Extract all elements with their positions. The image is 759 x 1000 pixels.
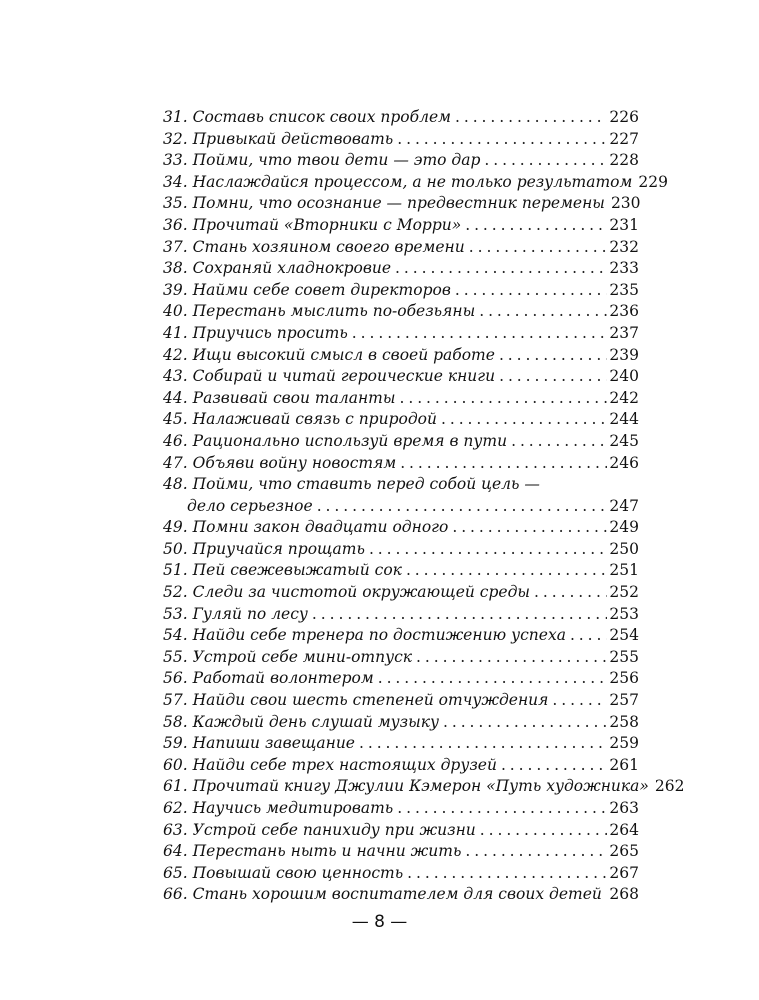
toc-entry-number: 32. (163, 129, 188, 148)
toc-entry (163, 129, 639, 151)
dot-leader (606, 884, 608, 906)
toc-entry (163, 474, 639, 517)
toc-entry-title: Наслаждайся процессом, а не только результатом (192, 172, 633, 191)
toc-entry (163, 863, 639, 885)
toc-entry-title: Налаживай связь с природой (192, 410, 437, 429)
dot-leader (511, 431, 607, 453)
dot-leader (455, 280, 608, 302)
toc-entry (163, 409, 639, 431)
dot-leader (399, 388, 607, 410)
toc-entry-number: 59. (163, 734, 188, 753)
toc-entry-number: 50. (163, 539, 188, 558)
dot-leader (499, 345, 607, 367)
toc-entry-title: Напиши завещание (192, 734, 355, 753)
toc-entry-page: 252 (609, 583, 639, 602)
toc-entry-number: 66. (163, 885, 188, 904)
dot-leader (452, 517, 607, 539)
toc-entry-title: Следи за чистотой окружающей среды (192, 583, 531, 602)
toc-entry (163, 453, 639, 475)
toc-entry-title: Приучись просить (192, 323, 348, 342)
dot-leader (397, 129, 607, 151)
toc-entry (163, 215, 639, 237)
toc-entry-number: 60. (163, 755, 188, 774)
toc-entry-title: Гуляй по лесу (192, 604, 308, 623)
toc-entry-page: 242 (609, 388, 639, 407)
toc-entry (163, 647, 639, 669)
dot-leader (441, 409, 607, 431)
toc-entry-page: 239 (609, 345, 639, 364)
toc-entry-title: Перестань мыслить по-обезьяны (192, 302, 476, 321)
toc-entry-number: 43. (163, 367, 188, 386)
toc-entry-page: 232 (609, 237, 639, 256)
toc-entry (163, 431, 639, 453)
toc-entry-title: Развивай свои таланты (192, 388, 396, 407)
toc-entry-title: Привыкай действовать (192, 129, 394, 148)
page-number: — 8 — (351, 912, 408, 932)
dot-leader (369, 539, 607, 561)
toc-entry-page: 265 (609, 842, 639, 861)
toc-entry-number: 48. (163, 475, 188, 494)
toc-entry-number: 53. (163, 604, 188, 623)
toc-entry (163, 193, 639, 215)
toc-entry-page: 235 (609, 280, 639, 299)
toc-entry-page: 229 (638, 172, 668, 191)
dot-leader (455, 107, 607, 129)
dot-leader (378, 668, 608, 690)
toc-entry-title: Найми себе совет директоров (192, 280, 451, 299)
toc-entry-number: 51. (163, 561, 188, 580)
toc-entry-number: 35. (163, 194, 188, 213)
toc-entry-title: Устрой себе панихиду при жизни (192, 820, 476, 839)
toc-entry (163, 776, 685, 798)
toc-entry-page: 249 (609, 518, 639, 537)
toc-entry-title: Собирай и читай героические книги (192, 367, 496, 386)
toc-entry (163, 733, 639, 755)
toc-entry-number: 47. (163, 453, 188, 472)
toc-entry (163, 323, 639, 345)
dot-leader (552, 690, 607, 712)
toc-entry-title: Устрой себе мини-отпуск (192, 647, 413, 666)
toc-entry-page: 228 (609, 151, 639, 170)
toc-entry (163, 345, 639, 367)
toc-entry (163, 820, 639, 842)
toc-entry (163, 755, 639, 777)
dot-leader (484, 150, 607, 172)
toc-entry-number: 57. (163, 691, 188, 710)
toc-entry-title: Найди себе трех настоящих друзей (192, 755, 497, 774)
toc-entry-number: 52. (163, 583, 188, 602)
toc-entry (163, 172, 668, 194)
toc-entry-number: 36. (163, 215, 188, 234)
toc-entry-page: 267 (609, 863, 639, 882)
toc-entry-page: 257 (609, 691, 639, 710)
toc-entry-page: 233 (609, 259, 639, 278)
toc-entry-number: 41. (163, 323, 188, 342)
toc-entry (163, 366, 639, 388)
toc-entry-title: Помни, что осознание — предвестник перемены (192, 194, 605, 213)
dot-leader (499, 366, 607, 388)
toc-entry (163, 237, 639, 259)
toc-entry-page: 261 (609, 755, 639, 774)
toc-entry-number: 65. (163, 863, 188, 882)
toc-entry-page: 237 (609, 323, 639, 342)
toc-entry-first-line (163, 474, 639, 496)
toc-entry-page: 250 (609, 539, 639, 558)
toc-entry-page: 268 (609, 885, 639, 904)
table-of-contents (163, 107, 685, 906)
toc-entry-title: Сохраняй хладнокровие (192, 259, 392, 278)
toc-entry-title: Научись медитировать (192, 799, 394, 817)
toc-entry (163, 625, 639, 647)
dot-leader (480, 820, 608, 842)
toc-entry-title: Стань хорошим воспитателем для своих детей (192, 885, 602, 904)
toc-entry (163, 280, 639, 302)
toc-entry-page: 226 (609, 108, 639, 126)
dot-leader (352, 323, 608, 345)
toc-entry-title: Повышай свою ценность (192, 863, 404, 882)
dot-leader (479, 301, 607, 323)
toc-entry (163, 539, 639, 561)
dot-leader (407, 863, 607, 885)
toc-entry (163, 150, 639, 172)
dot-leader (469, 237, 608, 259)
dot-leader (395, 258, 607, 280)
dot-leader (406, 560, 607, 582)
toc-entry-second-line (163, 496, 639, 518)
toc-entry (163, 388, 639, 410)
toc-entry (163, 798, 639, 820)
toc-entry-number: 38. (163, 259, 188, 278)
toc-entry-page: 256 (609, 669, 639, 688)
toc-entry-title: Найди себе тренера по достижению успеха (192, 626, 566, 645)
toc-entry-page: 262 (654, 777, 685, 796)
toc-entry (163, 560, 639, 582)
toc-entry-page: 227 (609, 129, 639, 148)
dot-leader (317, 496, 608, 518)
toc-entry-page: 253 (609, 604, 639, 623)
toc-entry-page: 244 (609, 410, 639, 429)
toc-entry-number: 37. (163, 237, 188, 256)
dot-leader (312, 604, 607, 626)
toc-entry-number: 33. (163, 151, 188, 170)
toc-entry-title: Помни закон двадцати одного (192, 518, 449, 537)
toc-entry-title: Приучайся прощать (192, 539, 365, 558)
toc-entry-number: 44. (163, 388, 188, 407)
toc-entry-number: 34. (163, 172, 188, 191)
toc-entry-title: Прочитай «Вторники с Морри» (192, 215, 462, 234)
toc-entry-title-continuation: дело серьезное (187, 496, 313, 515)
toc-entry-page: 255 (609, 647, 639, 666)
toc-entry-title: Ищи высокий смысл в своей работе (192, 345, 495, 364)
toc-entry (163, 604, 639, 626)
toc-entry (163, 668, 639, 690)
toc-entry-page: 254 (609, 626, 639, 645)
toc-entry-title: Найди свои шесть степеней отчуждения (192, 691, 549, 710)
toc-entry-page: 240 (609, 367, 639, 386)
toc-entry-page: 258 (609, 712, 639, 731)
toc-entry-number: 55. (163, 647, 188, 666)
toc-entry (163, 841, 639, 863)
dot-leader (443, 712, 607, 734)
dot-leader (534, 582, 607, 604)
toc-entry-number: 46. (163, 431, 188, 450)
toc-entry-page: 259 (609, 734, 639, 753)
toc-entry-title: Составь список своих проблем (192, 108, 451, 126)
toc-entry-number: 39. (163, 280, 188, 299)
dot-leader (465, 841, 607, 863)
toc-entry (163, 301, 639, 323)
toc-entry (163, 258, 639, 280)
toc-entry-title: Стань хозяином своего времени (192, 237, 465, 256)
toc-entry-page: 245 (609, 431, 639, 450)
toc-entry-title: Работай волонтером (192, 669, 374, 688)
toc-entry-title: Перестань ныть и начни жить (192, 842, 462, 861)
toc-entry (163, 517, 639, 539)
toc-entry-title: Пей свежевыжатый сок (192, 561, 402, 580)
dot-leader (570, 625, 607, 647)
toc-entry (163, 690, 639, 712)
toc-entry-number: 40. (163, 302, 188, 321)
toc-entry (163, 884, 639, 906)
toc-entry (163, 712, 639, 734)
toc-entry-page: 247 (609, 496, 639, 515)
toc-entry-title: Прочитай книгу Джулии Кэмерон «Путь художника» (192, 777, 649, 796)
toc-entry-title: Рационально используй время в пути (192, 431, 508, 450)
toc-entry-page: 246 (609, 453, 639, 472)
toc-entry-page: 230 (610, 194, 641, 213)
toc-entry-number: 54. (163, 626, 188, 645)
toc-entry-page: 231 (609, 215, 639, 234)
toc-entry-title: Пойми, что твои дети — это дар (192, 151, 481, 170)
toc-entry-number: 58. (163, 712, 188, 731)
toc-entry (163, 582, 639, 604)
toc-entry-number: 63. (163, 820, 188, 839)
dot-leader (501, 755, 607, 777)
toc-entry-number: 42. (163, 345, 188, 364)
toc-entry-title: Объяви войну новостям (192, 453, 397, 472)
toc-entry-page: 263 (609, 799, 639, 817)
toc-entry-page: 236 (609, 302, 639, 321)
toc-entry-page: 251 (609, 561, 639, 580)
dot-leader (400, 453, 607, 475)
toc-entry-number: 56. (163, 669, 188, 688)
dot-leader (359, 733, 607, 755)
toc-entry-page: 264 (609, 820, 639, 839)
toc-entry-number: 64. (163, 842, 188, 861)
toc-entry-number: 45. (163, 410, 188, 429)
toc-entry-title: Каждый день слушай музыку (192, 712, 439, 731)
toc-entry-title: Пойми, что ставить перед собой цель — (192, 475, 540, 494)
toc-entry-number: 49. (163, 518, 188, 537)
dot-leader (416, 647, 607, 669)
toc-entry-number: 31. (163, 108, 188, 126)
toc-entry (163, 107, 639, 129)
toc-entry-number: 62. (163, 799, 188, 817)
dot-leader (397, 798, 607, 820)
dot-leader (465, 215, 607, 237)
toc-entry-number: 61. (163, 777, 188, 796)
